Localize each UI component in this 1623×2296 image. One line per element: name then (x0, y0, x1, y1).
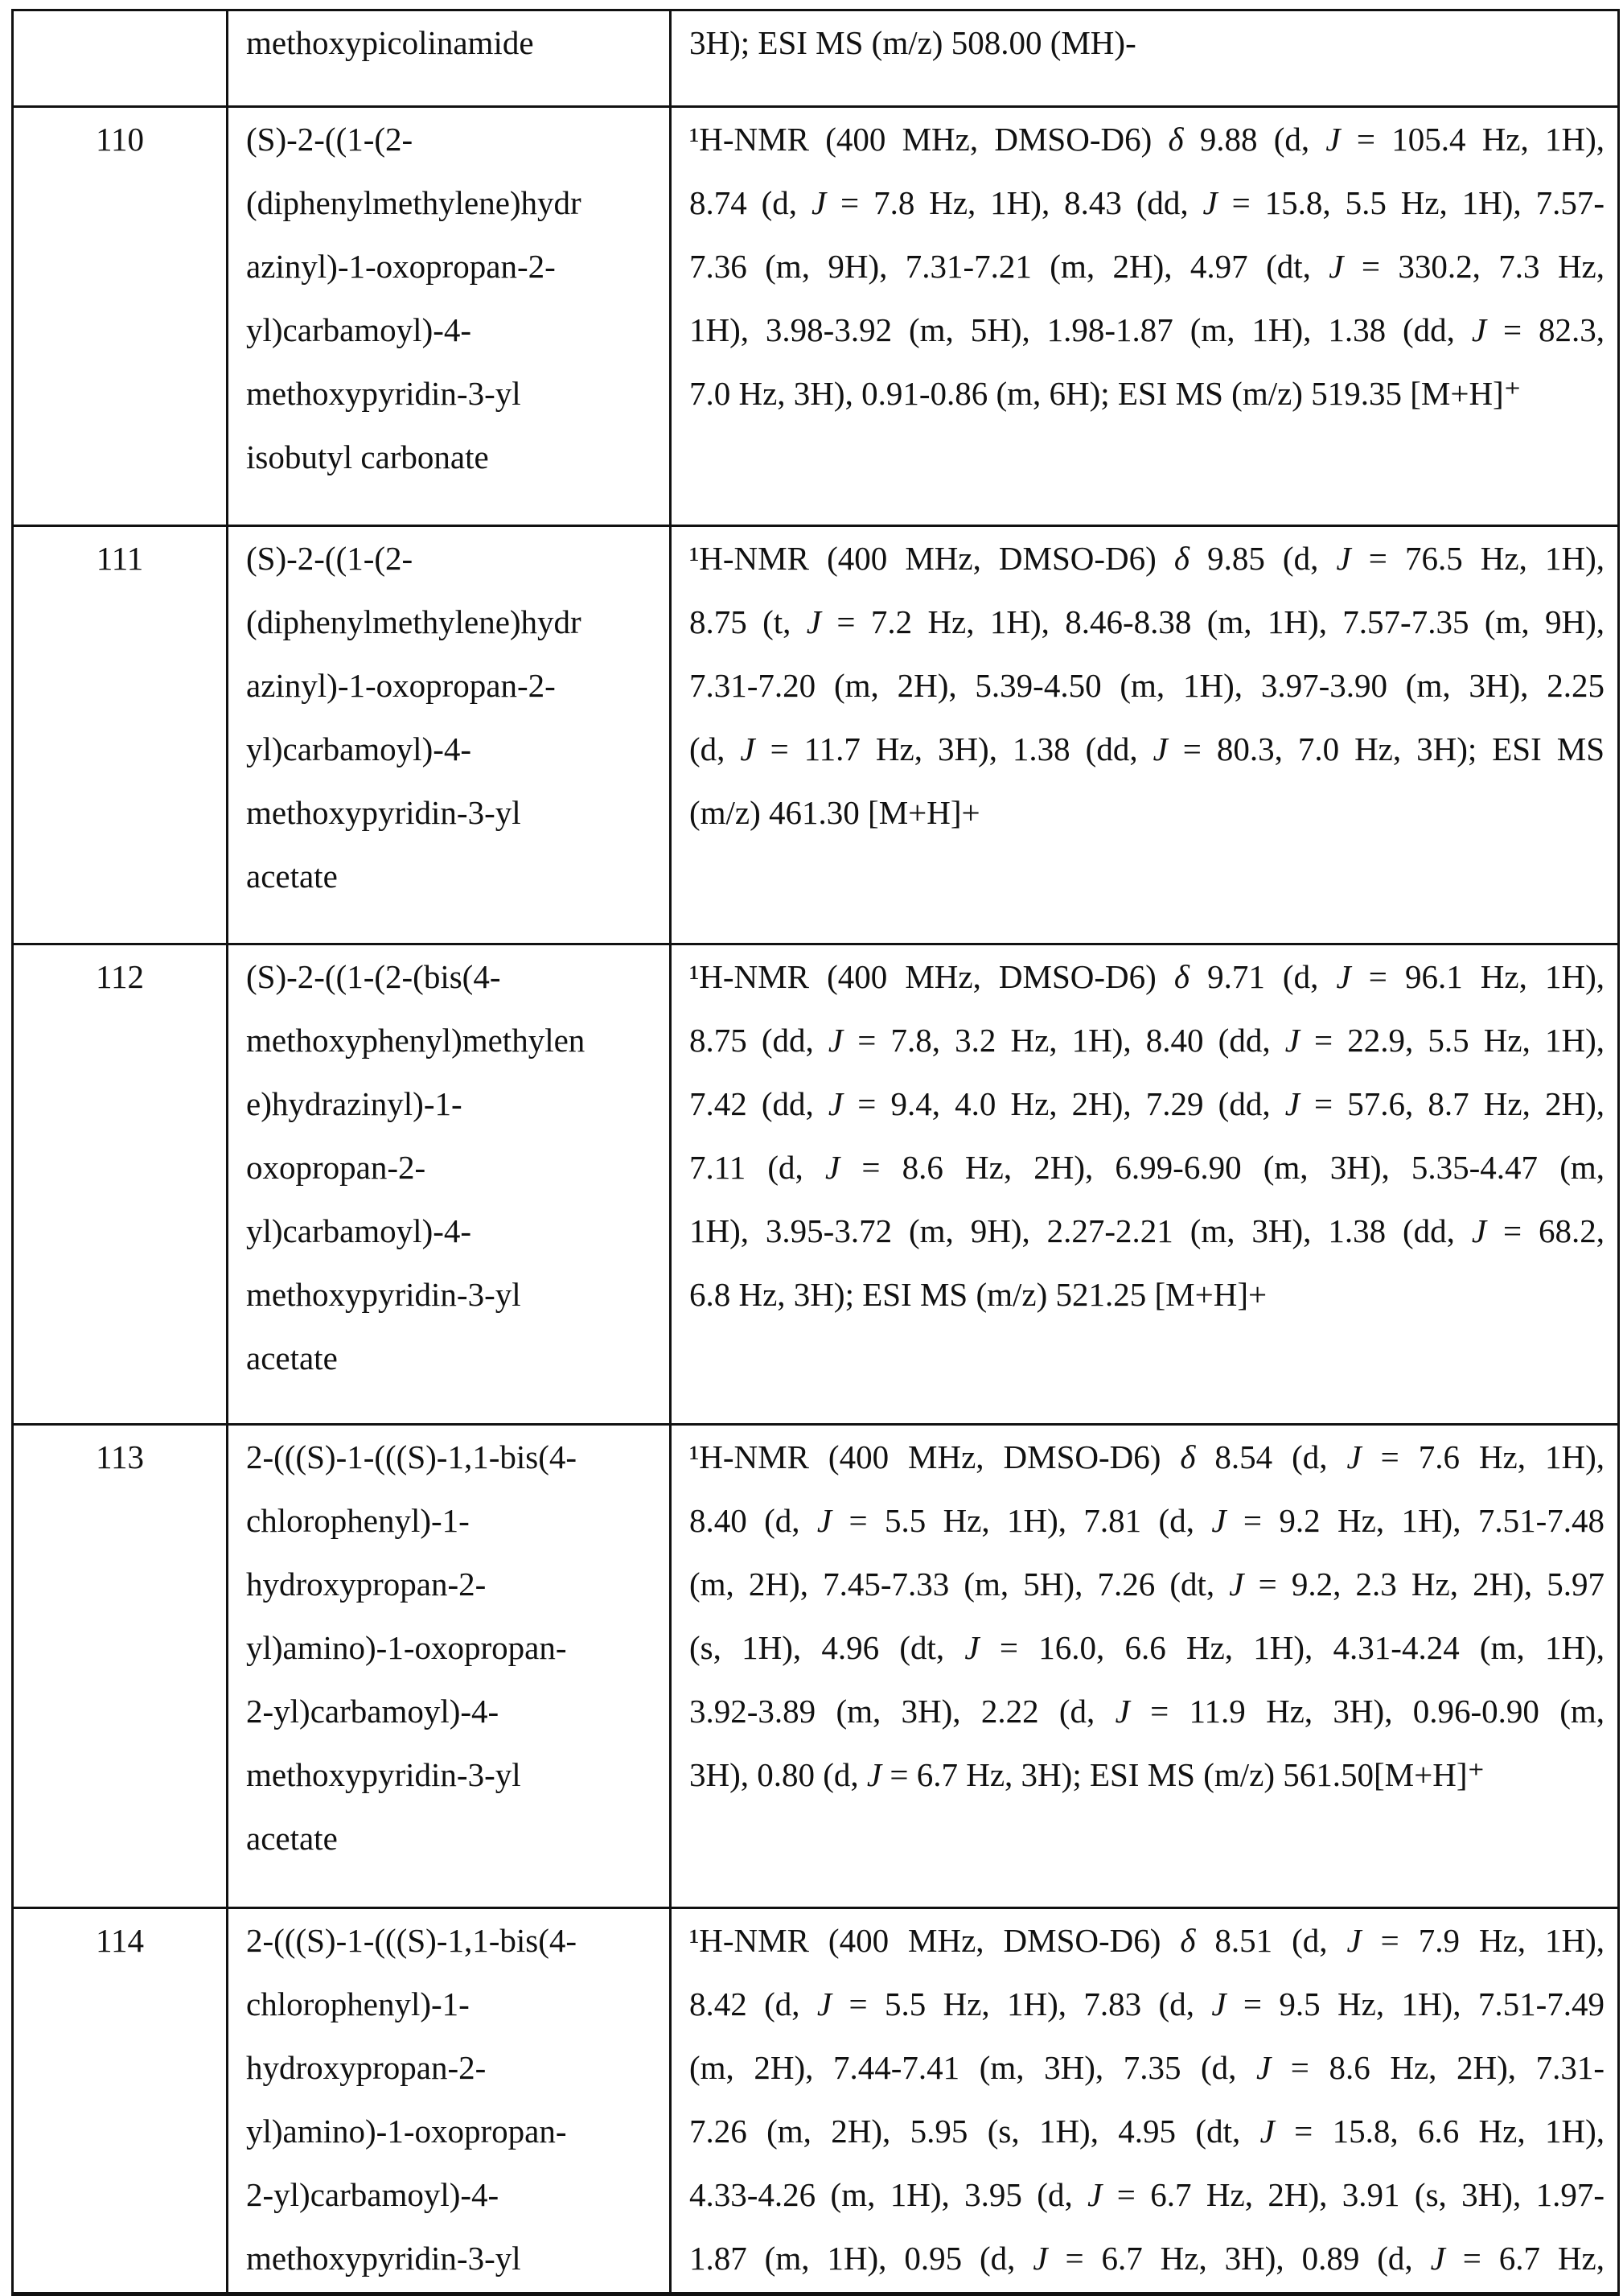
compound-name (228, 944, 671, 1425)
compound-name-line: methoxypyridin-3-yl (246, 362, 669, 426)
table-row (13, 526, 1619, 944)
nmr-data-line: 7.26 (m, 2H), 5.95 (s, 1H), 4.95 (dt, J = 15.8, 6.6 Hz, 1H), (689, 2100, 1605, 2163)
nmr-data-line: 8.74 (d, J = 7.8 Hz, 1H), 8.43 (dd, J = 15.8, 5.5 Hz, 1H), 7.57- (689, 171, 1605, 235)
compound-name-line: 2-(((S)-1-(((S)-1,1-bis(4- (246, 1909, 669, 1973)
compound-name-line: chlorophenyl)-1- (246, 1973, 669, 2036)
nmr-data-line: 7.11 (d, J = 8.6 Hz, 2H), 6.99-6.90 (m, 3H), 5.35-4.47 (m, (689, 1136, 1605, 1199)
compound-name-line: 2-yl)carbamoyl)-4- (246, 1680, 669, 1743)
compound-name-line: (S)-2-((1-(2- (246, 527, 669, 590)
nmr-data-line: 8.75 (t, J = 7.2 Hz, 1H), 8.46-8.38 (m, 1H), 7.57-7.35 (m, 9H), (689, 590, 1605, 654)
compound-table (11, 9, 1620, 2296)
nmr-data-line: 7.36 (m, 9H), 7.31-7.21 (m, 2H), 4.97 (dt, J = 330.2, 7.3 Hz, (689, 235, 1605, 298)
nmr-data-line: 1H), 3.98-3.92 (m, 5H), 1.98-1.87 (m, 1H), 1.38 (dd, J = 82.3, (689, 298, 1605, 362)
characterization-data (671, 107, 1619, 526)
compound-name-line: acetate (246, 845, 669, 908)
compound-name-line: 2-(((S)-1-(((S)-1,1-bis(4- (246, 1426, 669, 1489)
characterization-data (671, 1908, 1619, 2294)
compound-name-line: yl)carbamoyl)-4- (246, 298, 669, 362)
compound-name-line: yl)carbamoyl)-4- (246, 718, 669, 781)
compound-name-line: oxopropan-2- (246, 1136, 669, 1199)
table-row (13, 1425, 1619, 1908)
nmr-data-line: 8.40 (d, J = 5.5 Hz, 1H), 7.81 (d, J = 9.2 Hz, 1H), 7.51-7.48 (689, 1489, 1605, 1553)
nmr-data-line: 7.42 (dd, J = 9.4, 4.0 Hz, 2H), 7.29 (dd, J = 57.6, 8.7 Hz, 2H), (689, 1072, 1605, 1136)
nmr-data-line: 7.0 Hz, 3H), 0.91-0.86 (m, 6H); ESI MS (m/z) 519.35 [M+H]⁺ (689, 362, 1605, 426)
nmr-data-line: 8.42 (d, J = 5.5 Hz, 1H), 7.83 (d, J = 9.5 Hz, 1H), 7.51-7.49 (689, 1973, 1605, 2036)
compound-name-line: chlorophenyl)-1- (246, 1489, 669, 1553)
nmr-data-line: 1H), 3.95-3.72 (m, 9H), 2.27-2.21 (m, 3H), 1.38 (dd, J = 68.2, (689, 1199, 1605, 1263)
compound-name-line: yl)carbamoyl)-4- (246, 1199, 669, 1263)
table-row (13, 1908, 1619, 2294)
compound-name-line: azinyl)-1-oxopropan-2- (246, 654, 669, 718)
nmr-data-line: ¹H-NMR (400 MHz, DMSO-D6) δ 9.88 (d, J = 105.4 Hz, 1H), (689, 108, 1605, 171)
compound-name-line: yl)amino)-1-oxopropan- (246, 2100, 669, 2163)
nmr-data-line: ¹H-NMR (400 MHz, DMSO-D6) δ 9.71 (d, J = 96.1 Hz, 1H), (689, 945, 1605, 1009)
nmr-data-line: ¹H-NMR (400 MHz, DMSO-D6) δ 8.54 (d, J = 7.6 Hz, 1H), (689, 1426, 1605, 1489)
nmr-data-line: ¹H-NMR (400 MHz, DMSO-D6) δ 8.51 (d, J = 7.9 Hz, 1H), (689, 1909, 1605, 1973)
nmr-data-line: 3H); ESI MS (m/z) 508.00 (MH)- (689, 11, 1605, 75)
nmr-data-line: 8.75 (dd, J = 7.8, 3.2 Hz, 1H), 8.40 (dd, J = 22.9, 5.5 Hz, 1H), (689, 1009, 1605, 1072)
compound-name-line: (diphenylmethylene)hydr (246, 590, 669, 654)
nmr-data-line: (m, 2H), 7.44-7.41 (m, 3H), 7.35 (d, J = 8.6 Hz, 2H), 7.31- (689, 2036, 1605, 2100)
compound-name-line: hydroxypropan-2- (246, 2036, 669, 2100)
characterization-data (671, 1425, 1619, 1908)
nmr-data-line: 3.92-3.89 (m, 3H), 2.22 (d, J = 11.9 Hz, 3H), 0.96-0.90 (m, (689, 1680, 1605, 1743)
compound-name-line: e)hydrazinyl)-1- (246, 1072, 669, 1136)
table-row (13, 107, 1619, 526)
nmr-data-line: 3H), 0.80 (d, J = 6.7 Hz, 3H); ESI MS (m/z) 561.50[M+H]⁺ (689, 1743, 1605, 1807)
nmr-data-line: (d, J = 11.7 Hz, 3H), 1.38 (dd, J = 80.3, 7.0 Hz, 3H); ESI MS (689, 718, 1605, 781)
nmr-data-line: ¹H-NMR (400 MHz, DMSO-D6) δ 9.85 (d, J = 76.5 Hz, 1H), (689, 527, 1605, 590)
compound-name-line: isobutyl carbonate (246, 426, 669, 489)
characterization-data (671, 526, 1619, 944)
nmr-data-line: 1.87 (m, 1H), 0.95 (d, J = 6.7 Hz, 3H), 0.89 (d, J = 6.7 Hz, (689, 2227, 1605, 2290)
compound-name-line: methoxypyridin-3-yl (246, 781, 669, 845)
compound-name-line: methoxypyridin-3-yl (246, 1743, 669, 1807)
compound-name (228, 107, 671, 526)
compound-name-line: hydroxypropan-2- (246, 1553, 669, 1616)
table-row (13, 944, 1619, 1425)
compound-name-line: methoxypicolinamide (246, 11, 669, 75)
compound-name-line: acetate (246, 1327, 669, 1390)
compound-name-line: acetate (246, 1807, 669, 1870)
compound-name (228, 1908, 671, 2294)
compound-name (228, 526, 671, 944)
characterization-data (671, 10, 1619, 107)
compound-name-line: (S)-2-((1-(2- (246, 108, 669, 171)
compound-name-line: 2-yl)carbamoyl)-4- (246, 2163, 669, 2227)
characterization-data (671, 944, 1619, 1425)
compound-name-line: (diphenylmethylene)hydr (246, 171, 669, 235)
compound-number: 113 (13, 1425, 228, 1908)
compound-name-line: methoxypyridin-3-yl (246, 2227, 669, 2290)
compound-name (228, 10, 671, 107)
table-row (13, 10, 1619, 107)
compound-name-line: methoxyphenyl)methylen (246, 1009, 669, 1072)
nmr-data-line: (m/z) 461.30 [M+H]+ (689, 781, 1605, 845)
compound-number: 114 (13, 1908, 228, 2294)
compound-name-line: (S)-2-((1-(2-(bis(4- (246, 945, 669, 1009)
compound-name-line: azinyl)-1-oxopropan-2- (246, 235, 669, 298)
compound-name (228, 1425, 671, 1908)
nmr-data-line: (m, 2H), 7.45-7.33 (m, 5H), 7.26 (dt, J = 9.2, 2.3 Hz, 2H), 5.97 (689, 1553, 1605, 1616)
compound-number (13, 10, 228, 107)
nmr-data-line: 7.31-7.20 (m, 2H), 5.39-4.50 (m, 1H), 3.97-3.90 (m, 3H), 2.25 (689, 654, 1605, 718)
compound-name-line: methoxypyridin-3-yl (246, 1263, 669, 1327)
compound-number: 111 (13, 526, 228, 944)
nmr-data-line: 6.8 Hz, 3H); ESI MS (m/z) 521.25 [M+H]+ (689, 1263, 1605, 1327)
nmr-data-line: 4.33-4.26 (m, 1H), 3.95 (d, J = 6.7 Hz, 2H), 3.91 (s, 3H), 1.97- (689, 2163, 1605, 2227)
compound-number: 112 (13, 944, 228, 1425)
compound-number: 110 (13, 107, 228, 526)
compound-name-line: yl)amino)-1-oxopropan- (246, 1616, 669, 1680)
nmr-data-line: (s, 1H), 4.96 (dt, J = 16.0, 6.6 Hz, 1H), 4.31-4.24 (m, 1H), (689, 1616, 1605, 1680)
